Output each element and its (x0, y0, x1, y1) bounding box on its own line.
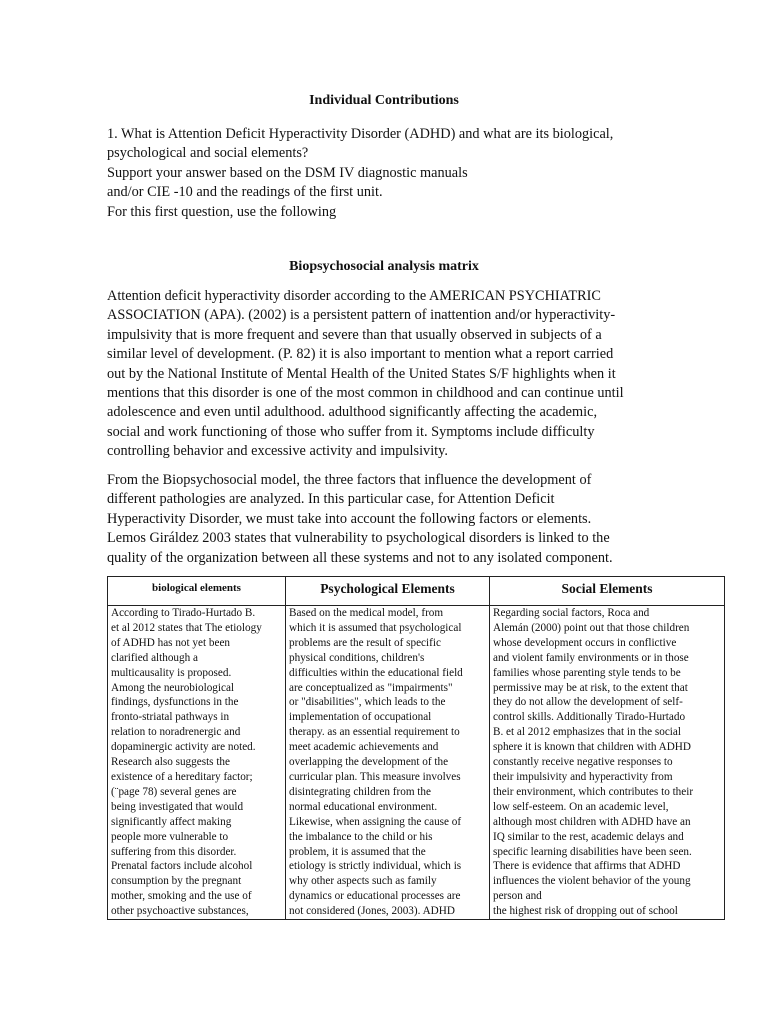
biopsychosocial-matrix-table (107, 576, 725, 920)
text-line: whose development occurs in conflictive (493, 636, 677, 649)
header-social: Social Elements (561, 581, 653, 596)
text-line: For this first question, use the following (107, 203, 337, 220)
text-line: their impulsivity and hyperactivity from (493, 770, 673, 783)
text-line: mentions that this disorder is one of the most common in childhood and can continue until (107, 385, 624, 402)
text-line: control skills. Additionally Tirado-Hurtado (493, 711, 686, 724)
text-line: Lemos Giráldez 2003 states that vulnerability to psychological disorders is linked to the (107, 530, 610, 547)
text-line: Based on the medical model, from (289, 607, 444, 619)
text-line: why other aspects such as family (289, 875, 437, 888)
social-cell-text (493, 606, 721, 919)
text-line: psychological and social elements? (107, 145, 309, 162)
header-psychological: Psychological Elements (320, 581, 455, 596)
text-line: significantly affect making (111, 815, 232, 828)
text-line: specific learning disabilities have been seen. (493, 845, 692, 858)
definition-paragraph (107, 287, 667, 462)
text-line: similar level of development. (P. 82) it is also important to mention what a report carried (107, 346, 614, 363)
text-line: implementation of occupational (289, 711, 432, 724)
text-line: suffering from this disorder. (111, 845, 237, 858)
biopsychosocial-paragraph (107, 471, 667, 568)
text-line: dopaminergic activity are noted. (111, 741, 256, 754)
text-line: difficulties within the educational field (289, 666, 463, 679)
text-line: According to Tirado-Hurtado B. (111, 607, 256, 619)
text-line: Hyperactivity Disorder, we must take into account the following factors or elements. (107, 510, 592, 527)
text-line: and violent family environments or in those (493, 651, 689, 664)
text-line: curricular plan. This measure involves (289, 770, 461, 783)
text-line: problems are the result of specific (289, 636, 441, 649)
psychological-cell (286, 606, 490, 920)
text-line: physical conditions, children's (289, 651, 425, 664)
text-line: sphere it is known that children with ADHD (493, 741, 691, 754)
text-line: constantly receive negative responses to (493, 756, 673, 769)
text-line: multicausality is proposed. (111, 666, 232, 679)
header-cell-psychological (286, 577, 490, 606)
text-line: There is evidence that affirms that ADHD (493, 860, 681, 873)
text-line: being investigated that would (111, 800, 244, 813)
text-line: (¨page 78) several genes are (111, 785, 237, 798)
text-line: quality of the organization between all these systems and not to any isolated component. (107, 549, 613, 566)
text-line: impulsivity that is more frequent and severe than that usually observed in subjects of a (107, 326, 602, 343)
text-line: existence of a hereditary factor; (111, 770, 253, 783)
text-line: etiology is strictly individual, which is (289, 860, 462, 873)
text-line: controlling behavior and excessive activity and impulsivity. (107, 443, 448, 460)
text-line: relation to noradrenergic and (111, 726, 241, 739)
text-line: Likewise, when assigning the cause of (289, 815, 462, 828)
text-line: Prenatal factors include alcohol (111, 860, 253, 873)
text-line: out by the National Institute of Mental Health of the United States S/F highlights when it (107, 365, 616, 382)
text-line: IQ similar to the rest, academic delays and (493, 830, 684, 843)
text-line: although most children with ADHD have an (493, 815, 691, 828)
header-biological: biological elements (152, 582, 241, 594)
text-line: families whose parenting style tends to be (493, 666, 681, 679)
text-line: ASSOCIATION (APA). (2002) is a persistent pattern of inattention and/or hyperactivity- (107, 307, 616, 324)
text-line: the highest risk of dropping out of school (493, 905, 678, 918)
text-line: clarified although a (111, 651, 198, 664)
text-line: other psychoactive substances, (111, 905, 249, 918)
biological-cell (108, 606, 286, 920)
text-line: findings, dysfunctions in the (111, 696, 239, 709)
text-line: of ADHD has not yet been (111, 636, 230, 649)
text-line: Attention deficit hyperactivity disorder according to the AMERICAN PSYCHIATRIC (107, 288, 601, 304)
text-line: adolescence and even until adulthood. adulthood significantly affecting the academic, (107, 404, 598, 421)
question-paragraph (107, 125, 667, 222)
text-line: permissive may be at risk, to the extent that (493, 681, 688, 694)
text-line: disintegrating children from the (289, 785, 431, 798)
text-line: and/or CIE -10 and the readings of the first unit. (107, 184, 383, 201)
text-line: different pathologies are analyzed. In this particular case, for Attention Deficit (107, 491, 555, 508)
text-line: meet academic achievements and (289, 741, 439, 754)
text-line: people more vulnerable to (111, 830, 229, 843)
text-line: the imbalance to the child or his (289, 830, 433, 843)
table-header-row (108, 577, 725, 606)
social-cell (490, 606, 725, 920)
text-line: From the Biopsychosocial model, the three factors that influence the development of (107, 472, 592, 488)
text-line: or "disabilities", which leads to the (289, 696, 446, 709)
text-line: consumption by the pregnant (111, 875, 242, 888)
text-line: their environment, which contributes to their (493, 785, 694, 798)
text-line: 1. What is Attention Deficit Hyperactivity Disorder (ADHD) and what are its biological, (107, 126, 614, 142)
header-cell-biological (108, 577, 286, 606)
text-line: problem, it is assumed that the (289, 845, 426, 858)
text-line: B. et al 2012 emphasizes that in the social (493, 726, 681, 739)
text-line: social and work functioning of those who suffer from it. Symptoms include difficulty (107, 423, 595, 440)
text-line: overlapping the development of the (289, 756, 449, 769)
text-line: dynamics or educational processes are (289, 890, 461, 903)
text-line: mother, smoking and the use of (111, 890, 252, 903)
text-line: they do not allow the development of self- (493, 696, 683, 709)
text-line: normal educational environment. (289, 800, 438, 813)
text-line: Alemán (2000) point out that those children (493, 621, 690, 634)
biological-cell-text (111, 606, 282, 919)
text-line: not considered (Jones, 2003). ADHD (289, 905, 455, 918)
text-line: are conceptualized as "impairments" (289, 681, 453, 694)
text-line: therapy. as an essential requirement to (289, 726, 460, 739)
text-line: et al 2012 states that The etiology (111, 621, 262, 634)
table-row (108, 606, 725, 920)
document-title: Individual Contributions (309, 93, 459, 108)
header-cell-social (490, 577, 725, 606)
text-line: Support your answer based on the DSM IV diagnostic manuals (107, 164, 468, 181)
psychological-cell-text (289, 606, 486, 919)
text-line: influences the violent behavior of the young (493, 875, 691, 888)
text-line: person and (493, 890, 542, 903)
text-line: low self-esteem. On an academic level, (493, 800, 669, 813)
section-title: Biopsychosocial analysis matrix (289, 259, 479, 274)
text-line: Regarding social factors, Roca and (493, 607, 650, 619)
text-line: fronto-striatal pathways in (111, 711, 230, 724)
text-line: Among the neurobiological (111, 681, 235, 694)
text-line: Research also suggests the (111, 756, 230, 769)
text-line: which it is assumed that psychological (289, 621, 462, 634)
